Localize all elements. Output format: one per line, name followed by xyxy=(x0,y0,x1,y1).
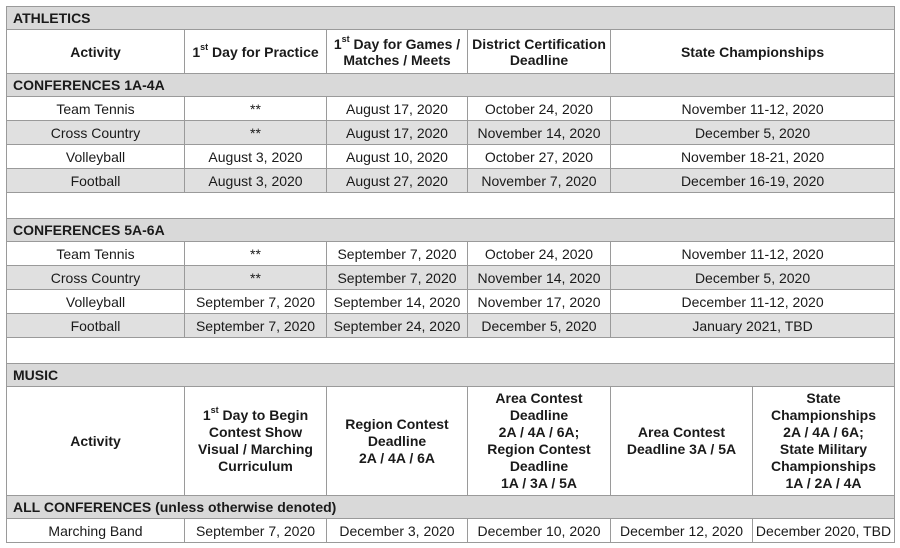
conf-1a-4a-title: CONFERENCES 1A-4A xyxy=(7,74,895,97)
spacer-row xyxy=(7,338,895,364)
cell-district: October 27, 2020 xyxy=(468,145,611,169)
cell-district: October 24, 2020 xyxy=(468,97,611,121)
music-header-state: State Championships 2A / 4A / 6A; State Military Championships 1A / 2A / 4A xyxy=(753,387,895,496)
cell-region: December 3, 2020 xyxy=(327,519,468,543)
cell-district: November 14, 2020 xyxy=(468,121,611,145)
schedule-document xyxy=(6,6,894,543)
cell-district: October 24, 2020 xyxy=(468,242,611,266)
cell-activity: Football xyxy=(7,314,185,338)
athletics-section-row xyxy=(7,7,895,30)
table-row xyxy=(7,121,895,145)
music-header-row xyxy=(7,387,895,496)
cell-games: September 7, 2020 xyxy=(327,242,468,266)
header-practice: 1st Day for Practice xyxy=(185,30,327,74)
cell-begin: September 7, 2020 xyxy=(185,519,327,543)
cell-practice: ** xyxy=(185,121,327,145)
cell-practice: August 3, 2020 xyxy=(185,169,327,193)
music-header-area-multi: Area Contest Deadline 2A / 4A / 6A; Region Contest Deadline 1A / 3A / 5A xyxy=(468,387,611,496)
table-row xyxy=(7,145,895,169)
cell-activity: Volleyball xyxy=(7,145,185,169)
cell-area-multi: December 10, 2020 xyxy=(468,519,611,543)
cell-activity: Cross Country xyxy=(7,266,185,290)
conf-5a-6a-title: CONFERENCES 5A-6A xyxy=(7,219,895,242)
cell-state: December 5, 2020 xyxy=(611,266,895,290)
cell-games: September 7, 2020 xyxy=(327,266,468,290)
header-district: District Certification Deadline xyxy=(468,30,611,74)
all-conferences-title: ALL CONFERENCES (unless otherwise denoted) xyxy=(7,496,895,519)
cell-practice: August 3, 2020 xyxy=(185,145,327,169)
music-header-area-3a5a: Area Contest Deadline 3A / 5A xyxy=(611,387,753,496)
cell-games: August 17, 2020 xyxy=(327,97,468,121)
music-section-row xyxy=(7,364,895,387)
music-header-begin: 1st Day to Begin Contest Show Visual / Marching Curriculum xyxy=(185,387,327,496)
conf-5a-6a-row xyxy=(7,219,895,242)
table-row xyxy=(7,266,895,290)
cell-area-3a5a: December 12, 2020 xyxy=(611,519,753,543)
table-row xyxy=(7,169,895,193)
cell-state: November 18-21, 2020 xyxy=(611,145,895,169)
music-title: MUSIC xyxy=(7,364,895,387)
cell-district: November 7, 2020 xyxy=(468,169,611,193)
cell-state: December 16-19, 2020 xyxy=(611,169,895,193)
header-state: State Championships xyxy=(611,30,895,74)
cell-games: August 17, 2020 xyxy=(327,121,468,145)
table-row xyxy=(7,519,895,543)
cell-practice: September 7, 2020 xyxy=(185,314,327,338)
cell-games: September 24, 2020 xyxy=(327,314,468,338)
cell-activity: Cross Country xyxy=(7,121,185,145)
schedule-table xyxy=(6,6,895,387)
athletics-header-row xyxy=(7,30,895,74)
cell-district: December 5, 2020 xyxy=(468,314,611,338)
cell-district: November 17, 2020 xyxy=(468,290,611,314)
cell-activity: Marching Band xyxy=(7,519,185,543)
table-row xyxy=(7,97,895,121)
table-row xyxy=(7,242,895,266)
cell-practice: ** xyxy=(185,266,327,290)
music-table xyxy=(6,386,895,543)
athletics-title: ATHLETICS xyxy=(7,7,895,30)
cell-activity: Team Tennis xyxy=(7,242,185,266)
header-games: 1st Day for Games / Matches / Meets xyxy=(327,30,468,74)
cell-state: November 11-12, 2020 xyxy=(611,97,895,121)
cell-activity: Football xyxy=(7,169,185,193)
conf-1a-4a-row xyxy=(7,74,895,97)
cell-practice: ** xyxy=(185,97,327,121)
header-activity: Activity xyxy=(7,30,185,74)
cell-state: December 11-12, 2020 xyxy=(611,290,895,314)
cell-state: December 5, 2020 xyxy=(611,121,895,145)
cell-district: November 14, 2020 xyxy=(468,266,611,290)
cell-activity: Team Tennis xyxy=(7,97,185,121)
cell-practice: ** xyxy=(185,242,327,266)
cell-games: August 27, 2020 xyxy=(327,169,468,193)
music-header-activity: Activity xyxy=(7,387,185,496)
table-row xyxy=(7,290,895,314)
cell-games: August 10, 2020 xyxy=(327,145,468,169)
all-conferences-row xyxy=(7,496,895,519)
table-row xyxy=(7,314,895,338)
music-header-region: Region Contest Deadline 2A / 4A / 6A xyxy=(327,387,468,496)
cell-activity: Volleyball xyxy=(7,290,185,314)
cell-games: September 14, 2020 xyxy=(327,290,468,314)
cell-state: December 2020, TBD xyxy=(753,519,895,543)
spacer-row xyxy=(7,193,895,219)
cell-state: January 2021, TBD xyxy=(611,314,895,338)
cell-state: November 11-12, 2020 xyxy=(611,242,895,266)
cell-practice: September 7, 2020 xyxy=(185,290,327,314)
